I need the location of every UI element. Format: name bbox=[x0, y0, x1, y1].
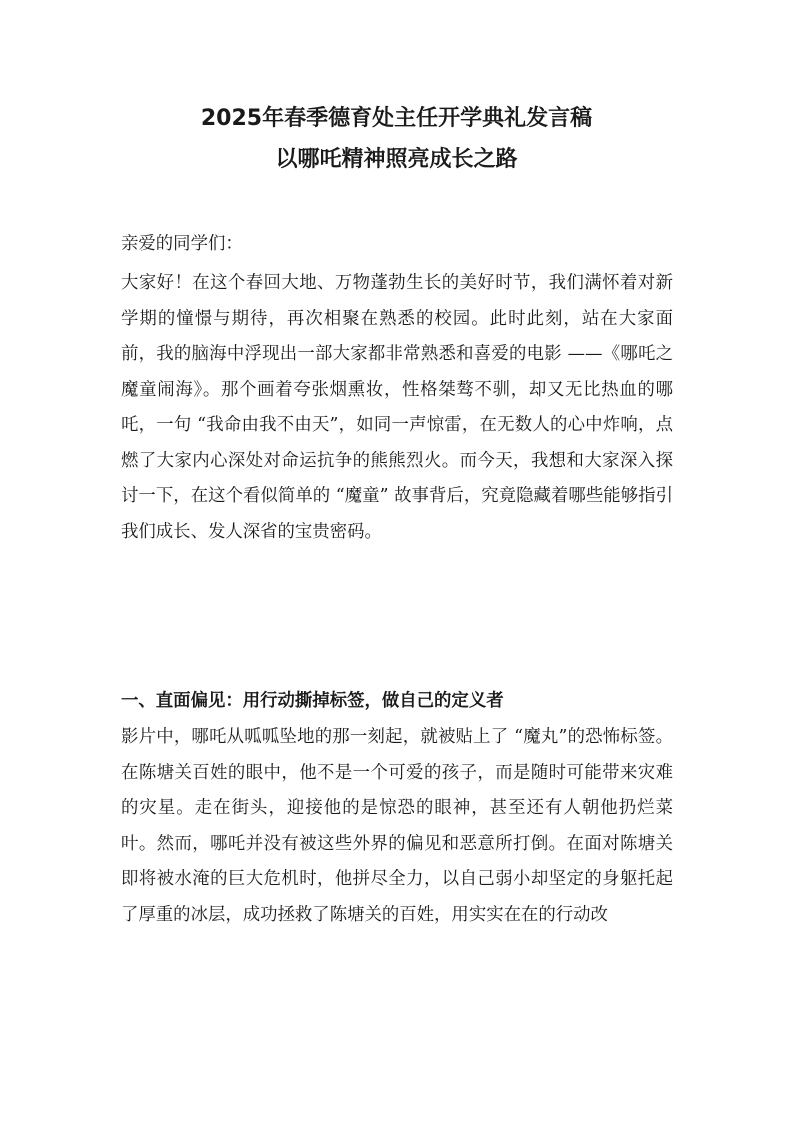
document-subtitle: 以哪吒精神照亮成长之路 bbox=[275, 147, 518, 172]
paragraph-section-1: 影片中，哪吒从呱呱坠地的那一刻起，就被贴上了 “魔丸”的恐怖标签。在陈塘关百姓的眼中，他不是一个可爱的孩子，而是随时可能带来灾难的灾星。走在街头，迎接他的是惊恐的眼神，甚至还有人朝他扔烂菜叶。然而，哪吒并没有被这些外界的偏见和恶意所打倒。在面对陈塘关即将被水淹的巨大危机时，他拼尽全力，以自己弱小却坚定的身躯托起了厚重的冰层，成功拯救了陈塘关的百姓，用实实在在的行动改 bbox=[121, 727, 673, 925]
salutation: 亲爱的同学们： bbox=[121, 234, 243, 254]
document-title: 2025年春季德育处主任开学典礼发言稿 bbox=[200, 106, 593, 131]
paragraph-opening: 大家好！在这个春回大地、万物蓬勃生长的美好时节，我们满怀着对新学期的憧憬与期待，再次相聚在熟悉的校园。此时此刻，站在大家面前，我的脑海中浮现出一部大家都非常熟悉和喜爱的电影 ——《哪吒之魔童闹海》。那个画着夸张烟熏妆，性格桀骜不驯，却又无比热血的哪吒，一句 “我命由我不由天”，如同一声惊雷，在无数人的心中炸响，点燃了大家内心深处对命运抗争的熊熊烈火。而今天，我想和大家深入探讨一下，在这个看似简单的 “魔童” 故事背后，究竟隐藏着哪些能够指引我们成长、发人深省的宝贵密码。 bbox=[121, 273, 673, 542]
section-heading-1: 一、直面偏见：用行动撕掉标签，做自己的定义者 bbox=[121, 691, 504, 711]
